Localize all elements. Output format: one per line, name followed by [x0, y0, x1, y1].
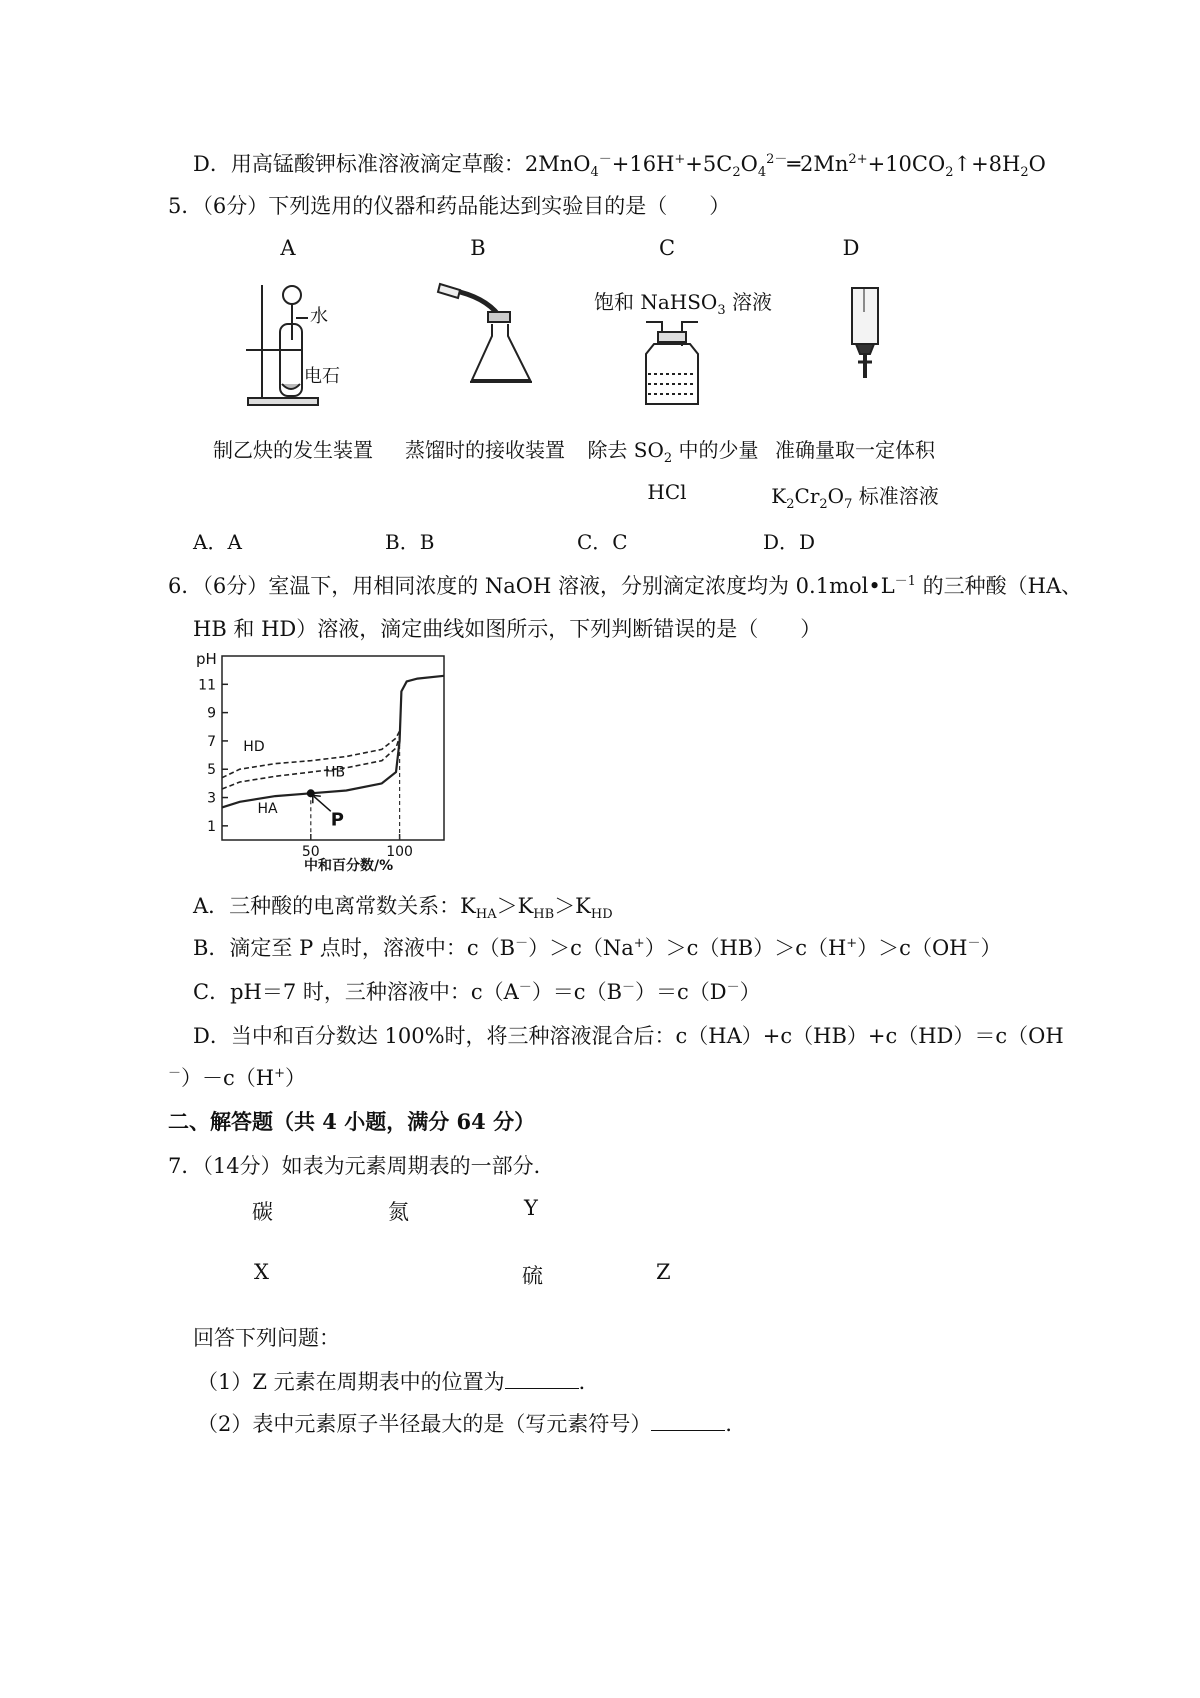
series-label-ha: HA	[257, 801, 278, 818]
y-tick-label: 11	[198, 677, 216, 694]
chart-ylabel: pH	[196, 650, 217, 668]
q6-option-a: A．三种酸的电离常数关系：$K_{HA}>K_{HB}>K_{HD}$	[193, 894, 613, 923]
point-p-arrow	[314, 796, 331, 811]
q7-sub2-blank[interactable]	[651, 1412, 725, 1431]
q7-prompt: 回答下列问题：	[193, 1326, 340, 1350]
q5-option-d: D．D	[763, 530, 816, 554]
q5-caption-c-line2: HCl	[647, 480, 687, 504]
q5-stem: 5．（6分）下列选用的仪器和药品能达到实验目的是（ ）	[168, 194, 731, 218]
q6-stem-line1: 6．（6分）室温下，用相同浓度的 NaOH 溶液，分别滴定浓度均为 $0.1mol•L^{-1}$ 的三种酸（HA、	[168, 574, 1083, 598]
q7-sub1: （1）Z 元素在周期表中的位置为 ．	[197, 1370, 600, 1394]
chart-xlabel: 中和百分数/%	[304, 858, 394, 874]
q7-cell-sulfur: 硫	[522, 1264, 543, 1288]
q5-caption-d-line1: 准确量取一定体积	[775, 438, 935, 462]
q5-option-b: B．B	[385, 530, 435, 554]
q7-cell-nitrogen: 氮	[388, 1200, 409, 1224]
q7-sub1-blank[interactable]	[505, 1370, 579, 1389]
apparatus-d-figure	[840, 282, 888, 382]
x-tick-label: 100	[386, 844, 413, 860]
q7-cell-x: X	[254, 1260, 269, 1284]
series-label-hb: HB	[325, 764, 346, 781]
apparatus-b-figure	[430, 276, 540, 391]
q5-col-b: B	[470, 236, 486, 260]
q7-cell-z: Z	[656, 1260, 671, 1284]
q5-caption-b: 蒸馏时的接收装置	[405, 438, 565, 462]
q6-option-d-line2: －）－c（H+）	[168, 1066, 306, 1090]
titration-chart	[186, 648, 456, 878]
q5-col-d: D	[842, 236, 860, 260]
q6-option-c: C．pH＝7 时，三种溶液中：c（A－）＝c（B－）＝c（D－）	[193, 980, 761, 1004]
section2-title: 二、解答题（共 4 小题，满分 64 分）	[168, 1109, 536, 1134]
q5-caption-a: 制乙炔的发生装置	[213, 438, 373, 462]
q5-caption-c-line1: 除去 $SO_2$ 中的少量	[587, 438, 759, 466]
q5-option-a: A．A	[193, 530, 242, 554]
q5-caption-d-line2: $K_2Cr_2O_7$ 标准溶液	[771, 484, 939, 512]
y-tick-label: 1	[207, 818, 216, 835]
y-tick-label: 9	[207, 705, 216, 722]
q7-sub2: （2）表中元素原子半径最大的是（写元素符号） ．	[197, 1412, 747, 1436]
q6-option-d-line1: D．当中和百分数达 100%时，将三种溶液混合后：c（HA）+c（HB）+c（HD）＝c（OH	[193, 1024, 1064, 1048]
q7-cell-y: Y	[524, 1196, 538, 1220]
apparatus-c-figure	[636, 318, 708, 410]
q5-col-a: A	[280, 236, 296, 260]
q6-option-b: B．滴定至 P 点时，溶液中：c（B－）＞c（Na+）＞c（HB）＞c（H+）＞c（OH－）	[193, 936, 1002, 960]
apparatus-a-water-label: 水	[310, 306, 328, 327]
q7-cell-carbon: 碳	[252, 1200, 273, 1224]
apparatus-a-figure	[240, 280, 350, 410]
q5-option-c: C．C	[577, 530, 628, 554]
apparatus-a-stone-label: 电石	[304, 366, 340, 387]
y-tick-label: 5	[207, 762, 216, 779]
q5-col-c: C	[658, 236, 676, 260]
point-p-label: P	[330, 809, 345, 831]
series-label-hd: HD	[243, 738, 265, 755]
q6-stem-line2: HB 和 HD）溶液，滴定曲线如图所示，下列判断错误的是（ ）	[193, 617, 822, 641]
x-tick-label: 50	[301, 844, 320, 860]
y-tick-label: 7	[207, 733, 216, 750]
q4-option-d: D．用高锰酸钾标准溶液滴定草酸：$2MnO_4^-+16H^++5C_2O_4^{2-}═2Mn^{2+}+10CO_2↑+8H_2O$	[193, 152, 1046, 181]
q5-c-reagent-label: 饱和 NaHSO$_3$ 溶液	[594, 290, 772, 318]
y-tick-label: 3	[207, 790, 216, 807]
q7-stem: 7．（14分）如表为元素周期表的一部分．	[168, 1154, 555, 1178]
